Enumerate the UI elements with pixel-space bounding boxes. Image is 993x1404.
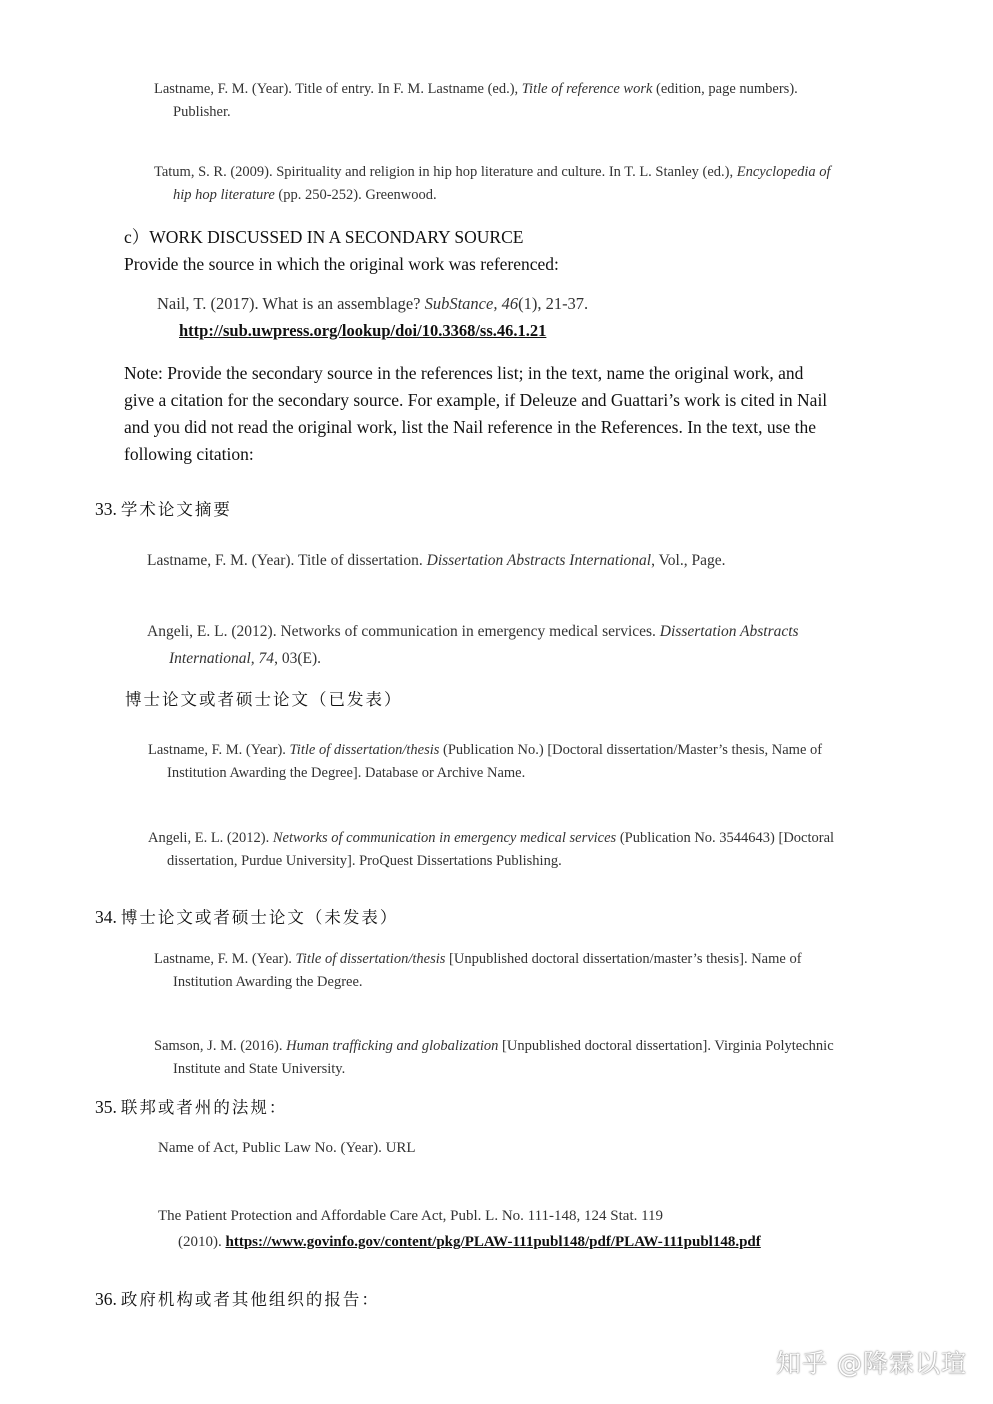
section-35-heading: 35. 联邦或者州的法规： (95, 1097, 288, 1117)
section-33-heading: 33. 学术论文摘要 (95, 499, 232, 519)
section-33-example: Angeli, E. L. (2012). Networks of communication in emergency medical services. Dissertation Abstracts International, 74, 03(E). (147, 623, 799, 667)
ref-entry-template: Lastname, F. M. (Year). Title of entry. In F. M. Lastname (ed.), Title of reference work (edition, page numbers). Publisher. (154, 81, 798, 120)
published-template: Lastname, F. M. (Year). Title of dissertation/thesis (Publication No.) [Doctoral dissertation/Master’s thesis, Name of Institution Awarding the Degree]. Database or Archive Name. (148, 742, 823, 781)
ref-entry-example: Tatum, S. R. (2009). Spirituality and religion in hip hop literature and culture. In T. L. Stanley (ed.), Encyclopedia of hip hop literature (pp. 250-252). Greenwood. (154, 164, 831, 203)
secondary-example-link[interactable]: http://sub.uwpress.org/lookup/doi/10.3368/ss.46.1.21 (179, 321, 547, 340)
section-35-example-link[interactable]: https://www.govinfo.gov/content/pkg/PLAW-111publ148/pdf/PLAW-111publ148.pdf (225, 1234, 761, 1250)
secondary-note: Note: Provide the secondary source in the references list; in the text, name the original work, and give a citation for the secondary source. For example, if Deleuze and Guattari’s work is cited in Nail and you did not read the original work, list the Nail reference in the References. In the text, use the following citation: (124, 363, 828, 464)
section-34-heading: 34. 博士论文或者硕士论文（未发表） (95, 907, 399, 927)
watermark: 知乎 @降霖以瑄 (776, 1349, 967, 1378)
secondary-heading: c）WORK DISCUSSED IN A SECONDARY SOURCE (124, 227, 524, 247)
section-34-example: Samson, J. M. (2016). Human trafficking and globalization [Unpublished doctoral dissertation]. Virginia Polytechnic Institute and State University. (154, 1038, 834, 1077)
section-33-template: Lastname, F. M. (Year). Title of dissertation. Dissertation Abstracts International, Vol., Page. (147, 552, 726, 569)
section-36-heading: 36. 政府机构或者其他组织的报告： (95, 1289, 380, 1309)
section-34-template: Lastname, F. M. (Year). Title of dissertation/thesis [Unpublished doctoral dissertation/master’s thesis]. Name of Institution Awarding the Degree. (154, 951, 802, 990)
published-example: Angeli, E. L. (2012). Networks of communication in emergency medical services (Publication No. 3544643) [Doctoral dissertation, Purdue University]. ProQuest Dissertations Publishing. (148, 830, 835, 869)
section-35-example: The Patient Protection and Affordable Care Act, Publ. L. No. 111-148, 124 Stat. 119 (2010). https://www.govinfo.gov/content/pkg/PLAW-111publ148/pdf/PLAW-111publ148.pdf (158, 1208, 761, 1250)
secondary-example: Nail, T. (2017). What is an assemblage? SubStance, 46(1), 21-37. http://sub.uwpress.org/lookup/doi/10.3368/ss.46.1.21 (157, 294, 589, 340)
secondary-intro: Provide the source in which the original work was referenced: (124, 254, 559, 274)
section-35-template: Name of Act, Public Law No. (Year). URL (158, 1140, 416, 1156)
published-heading: 博士论文或者硕士论文（已发表） (125, 690, 403, 709)
